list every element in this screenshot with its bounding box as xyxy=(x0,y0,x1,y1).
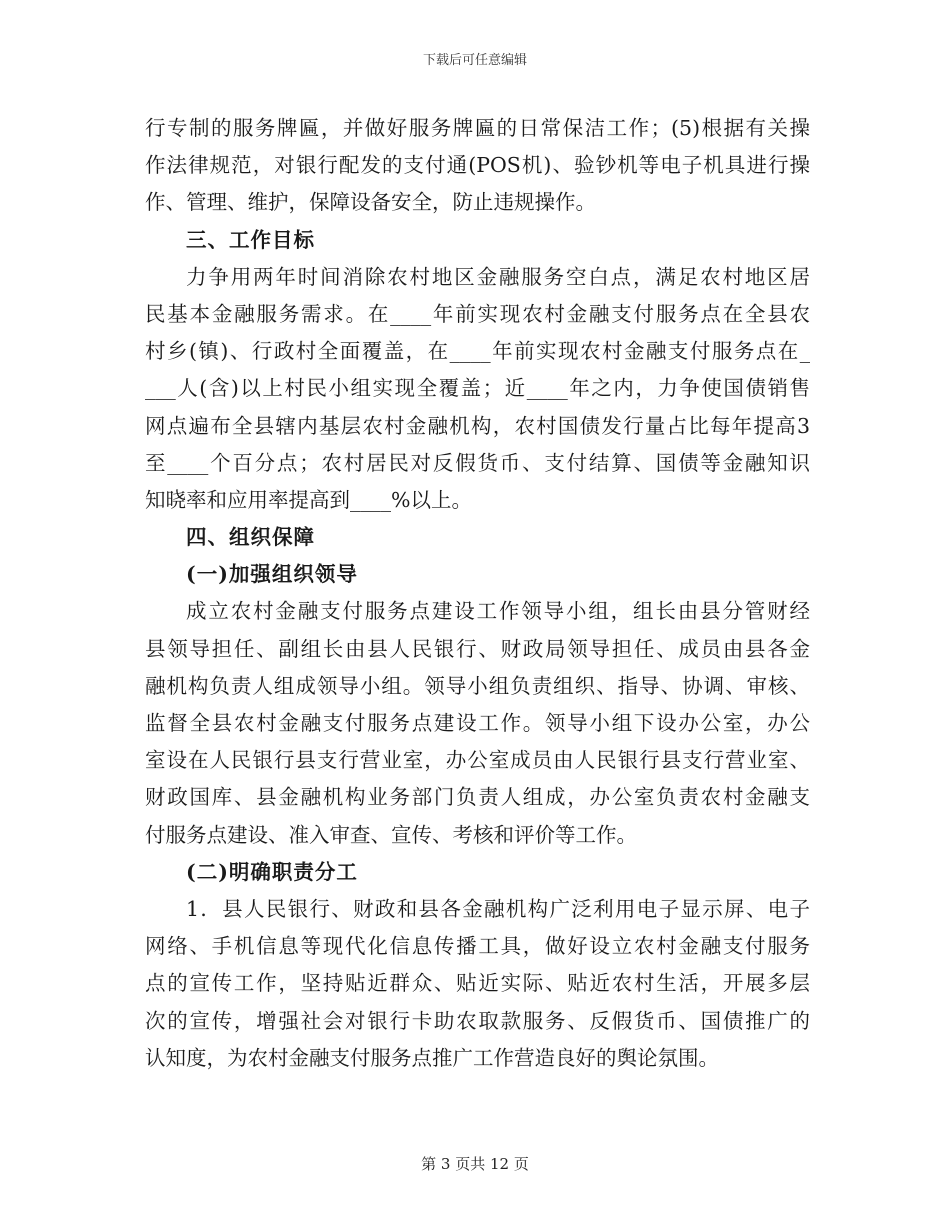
paragraph-line: ___人(含)以上村民小组实现全覆盖；近____年之内，力争使国债销售 xyxy=(145,376,810,401)
paragraph-line: 监督全县农村金融支付服务点建设工作。领导小组下设办公室，办公 xyxy=(145,711,810,735)
paragraph-line: 融机构负责人组成领导小组。领导小组负责组织、指导、协调、审核、 xyxy=(145,673,810,698)
page-header: 下载后可任意编辑 xyxy=(422,53,527,68)
document-body xyxy=(145,110,810,1077)
subsection-heading-leadership: (一)加强组织领导 xyxy=(186,562,358,587)
paragraph-line: 1．县人民银行、财政和县各金融机构广泛利用电子显示屏、电子 xyxy=(186,896,810,921)
paragraph-line: 网点遍布全县辖内基层农村金融机构，农村国债发行量占比每年提高3 xyxy=(145,413,810,438)
paragraph-line: 付服务点建设、准入审查、宣传、考核和评价等工作。 xyxy=(145,822,637,847)
paragraph-line: 认知度，为农村金融支付服务点推广工作营造良好的舆论氛围。 xyxy=(145,1045,719,1070)
paragraph-line: 成立农村金融支付服务点建设工作领导小组，组长由县分管财经 xyxy=(186,599,810,624)
paragraph-line: 次的宣传，增强社会对银行卡助农取款服务、反假货币、国债推广的 xyxy=(145,1008,810,1033)
paragraph-line: 作、管理、维护，保障设备安全，防止违规操作。 xyxy=(145,190,596,215)
paragraph-line: 县领导担任、副组长由县人民银行、财政局领导担任、成员由县各金 xyxy=(145,636,810,661)
paragraph-line: 网络、手机信息等现代化信息传播工具，做好设立农村金融支付服务 xyxy=(145,934,810,959)
paragraph-line: 财政国库、县金融机构业务部门负责人组成，办公室负责农村金融支 xyxy=(145,785,810,810)
paragraph-line: 行专制的服务牌匾，并做好服务牌匾的日常保洁工作；(5)根据有关操 xyxy=(145,116,810,140)
paragraph-line: 民基本金融服务需求。在____年前实现农村金融支付服务点在全县农 xyxy=(145,301,810,326)
subsection-heading-responsibilities: (二)明确职责分工 xyxy=(186,859,358,884)
section-heading-goals: 三、工作目标 xyxy=(186,227,315,252)
page-number-footer: 第 3 页共 12 页 xyxy=(421,1155,529,1173)
paragraph-line: 点的宣传工作，坚持贴近群众、贴近实际、贴近农村生活，开展多层 xyxy=(145,971,810,996)
paragraph-line: 作法律规范，对银行配发的支付通(POS机)、验钞机等电子机具进行操 xyxy=(145,153,810,178)
paragraph-line: 村乡(镇)、行政村全面覆盖，在____年前实现农村金融支付服务点在_ xyxy=(145,339,810,364)
paragraph-line: 至____个百分点；农村居民对反假货币、支付结算、国债等金融知识 xyxy=(145,450,810,475)
section-heading-organization: 四、组织保障 xyxy=(186,525,315,550)
paragraph-line: 知晓率和应用率提高到____%以上。 xyxy=(145,487,472,512)
paragraph-line: 室设在人民银行县支行营业室，办公室成员由人民银行县支行营业室、 xyxy=(145,748,810,773)
paragraph-line: 力争用两年时间消除农村地区金融服务空白点，满足农村地区居 xyxy=(186,264,810,289)
